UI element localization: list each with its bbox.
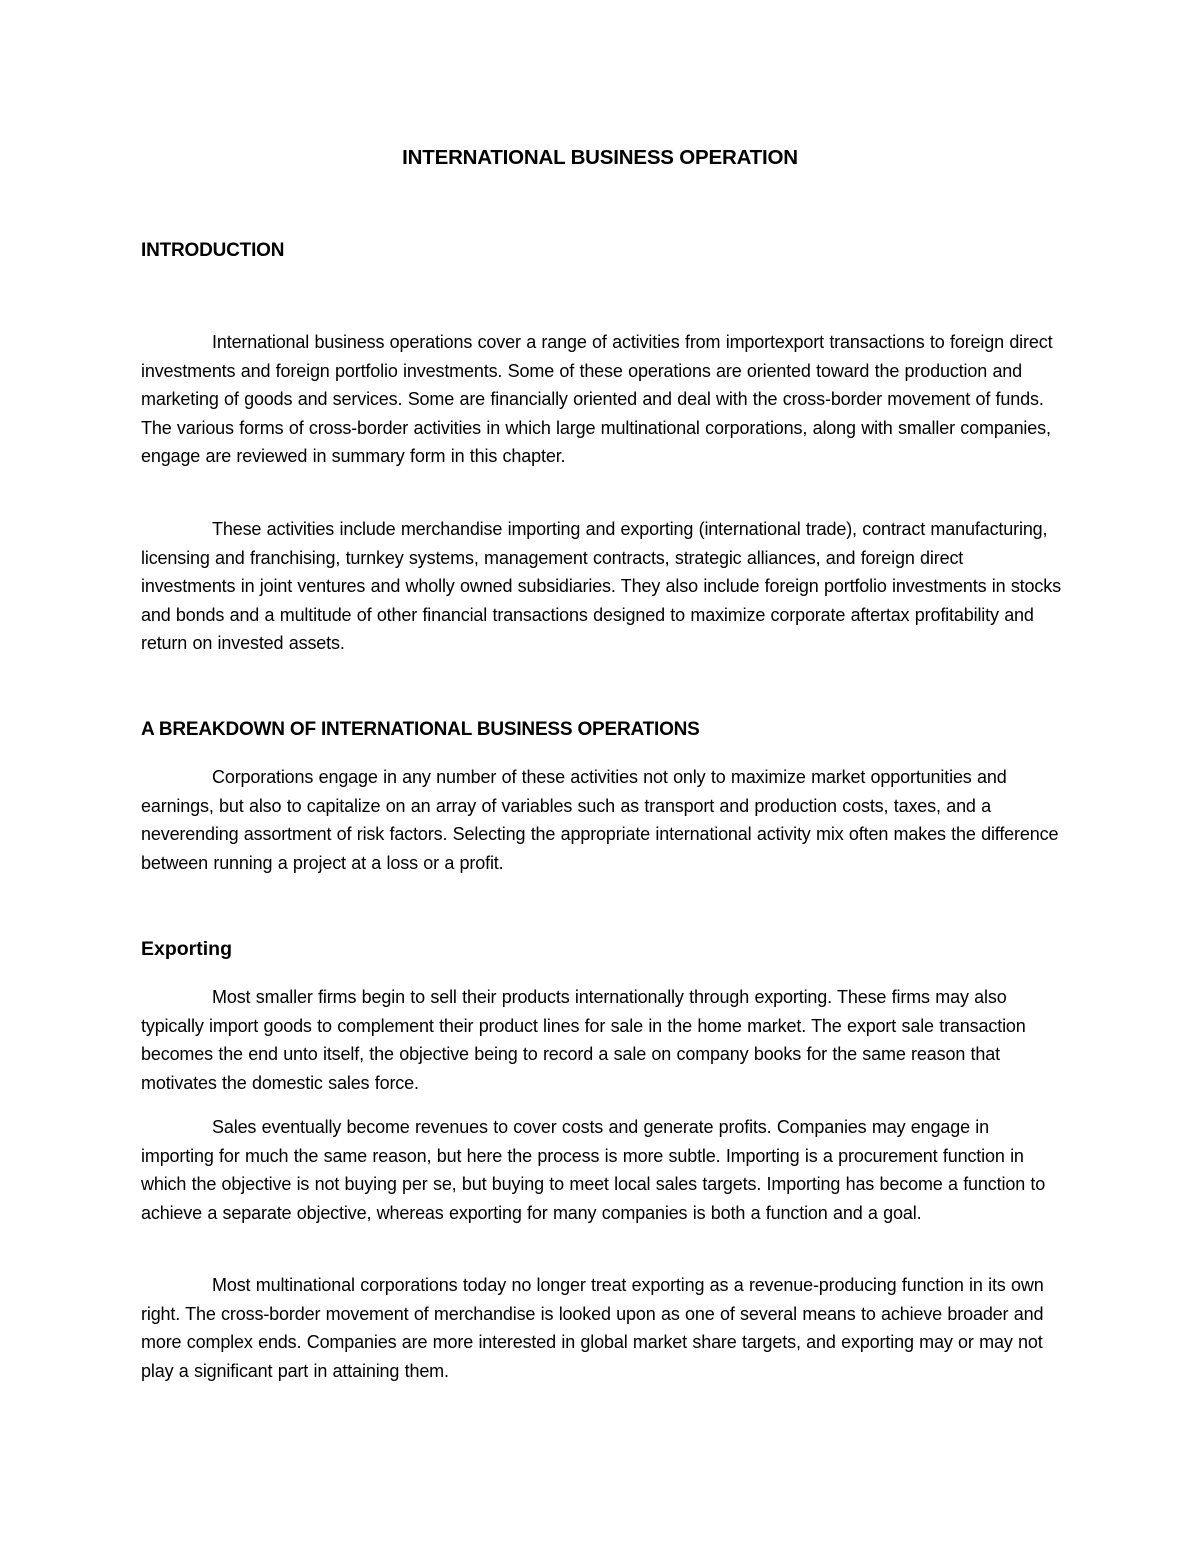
- section-heading-breakdown: A BREAKDOWN OF INTERNATIONAL BUSINESS OPERATIONS: [141, 719, 700, 740]
- section-heading-introduction: INTRODUCTION: [141, 240, 285, 261]
- paragraph-exporting-3: Most multinational corporations today no longer treat exporting as a revenue-producing function in its own right. The cross-border movement of merchandise is looked upon as one of several means to achieve broader and more complex ends. Companies are more interested in global market share targets, and exporting may or may not play a significant part in attaining them.: [141, 1275, 1044, 1381]
- paragraph-exporting-2: Sales eventually become revenues to cover costs and generate profits. Companies may engage in importing for much the same reason, but here the process is more subtle. Importing is a procurement function in which the objective is not buying per se, but buying to meet local sales targets. Importing has become a function to achieve a separate objective, whereas exporting for many companies is both a function and a goal.: [141, 1117, 1046, 1223]
- paragraph-breakdown-1: Corporations engage in any number of these activities not only to maximize market opportunities and earnings, but also to capitalize on an array of variables such as transport and production costs, taxes, and a neverending assortment of risk factors. Selecting the appropriate international activity mix often makes the difference between running a project at a loss or a profit.: [141, 767, 1059, 873]
- paragraph-introduction-1: International business operations cover a range of activities from importexport transactions to foreign direct investments and foreign portfolio investments. Some of these operations are oriented toward the production and marketing of goods and services. Some are financially oriented and deal with the cross-border movement of funds. The various forms of cross-border activities in which large multinational corporations, along with smaller companies, engage are reviewed in summary form in this chapter.: [141, 332, 1053, 467]
- paragraph-exporting-1: Most smaller firms begin to sell their products internationally through exporting. These firms may also typically import goods to complement their product lines for sale in the home market. The export sale transaction becomes the end unto itself, the objective being to record a sale on company books for the same reason that motivates the domestic sales force.: [141, 987, 1026, 1093]
- section-heading-exporting: Exporting: [141, 938, 232, 960]
- paragraph-introduction-2: These activities include merchandise importing and exporting (international trade), contract manufacturing, licensing and franchising, turnkey systems, management contracts, strategic alliances, and foreign direct investments in joint ventures and wholly owned subsidiaries. They also include foreign portfolio investments in stocks and bonds and a multitude of other financial transactions designed to maximize corporate aftertax profitability and return on invested assets.: [141, 519, 1061, 654]
- document-title: INTERNATIONAL BUSINESS OPERATION: [402, 146, 798, 169]
